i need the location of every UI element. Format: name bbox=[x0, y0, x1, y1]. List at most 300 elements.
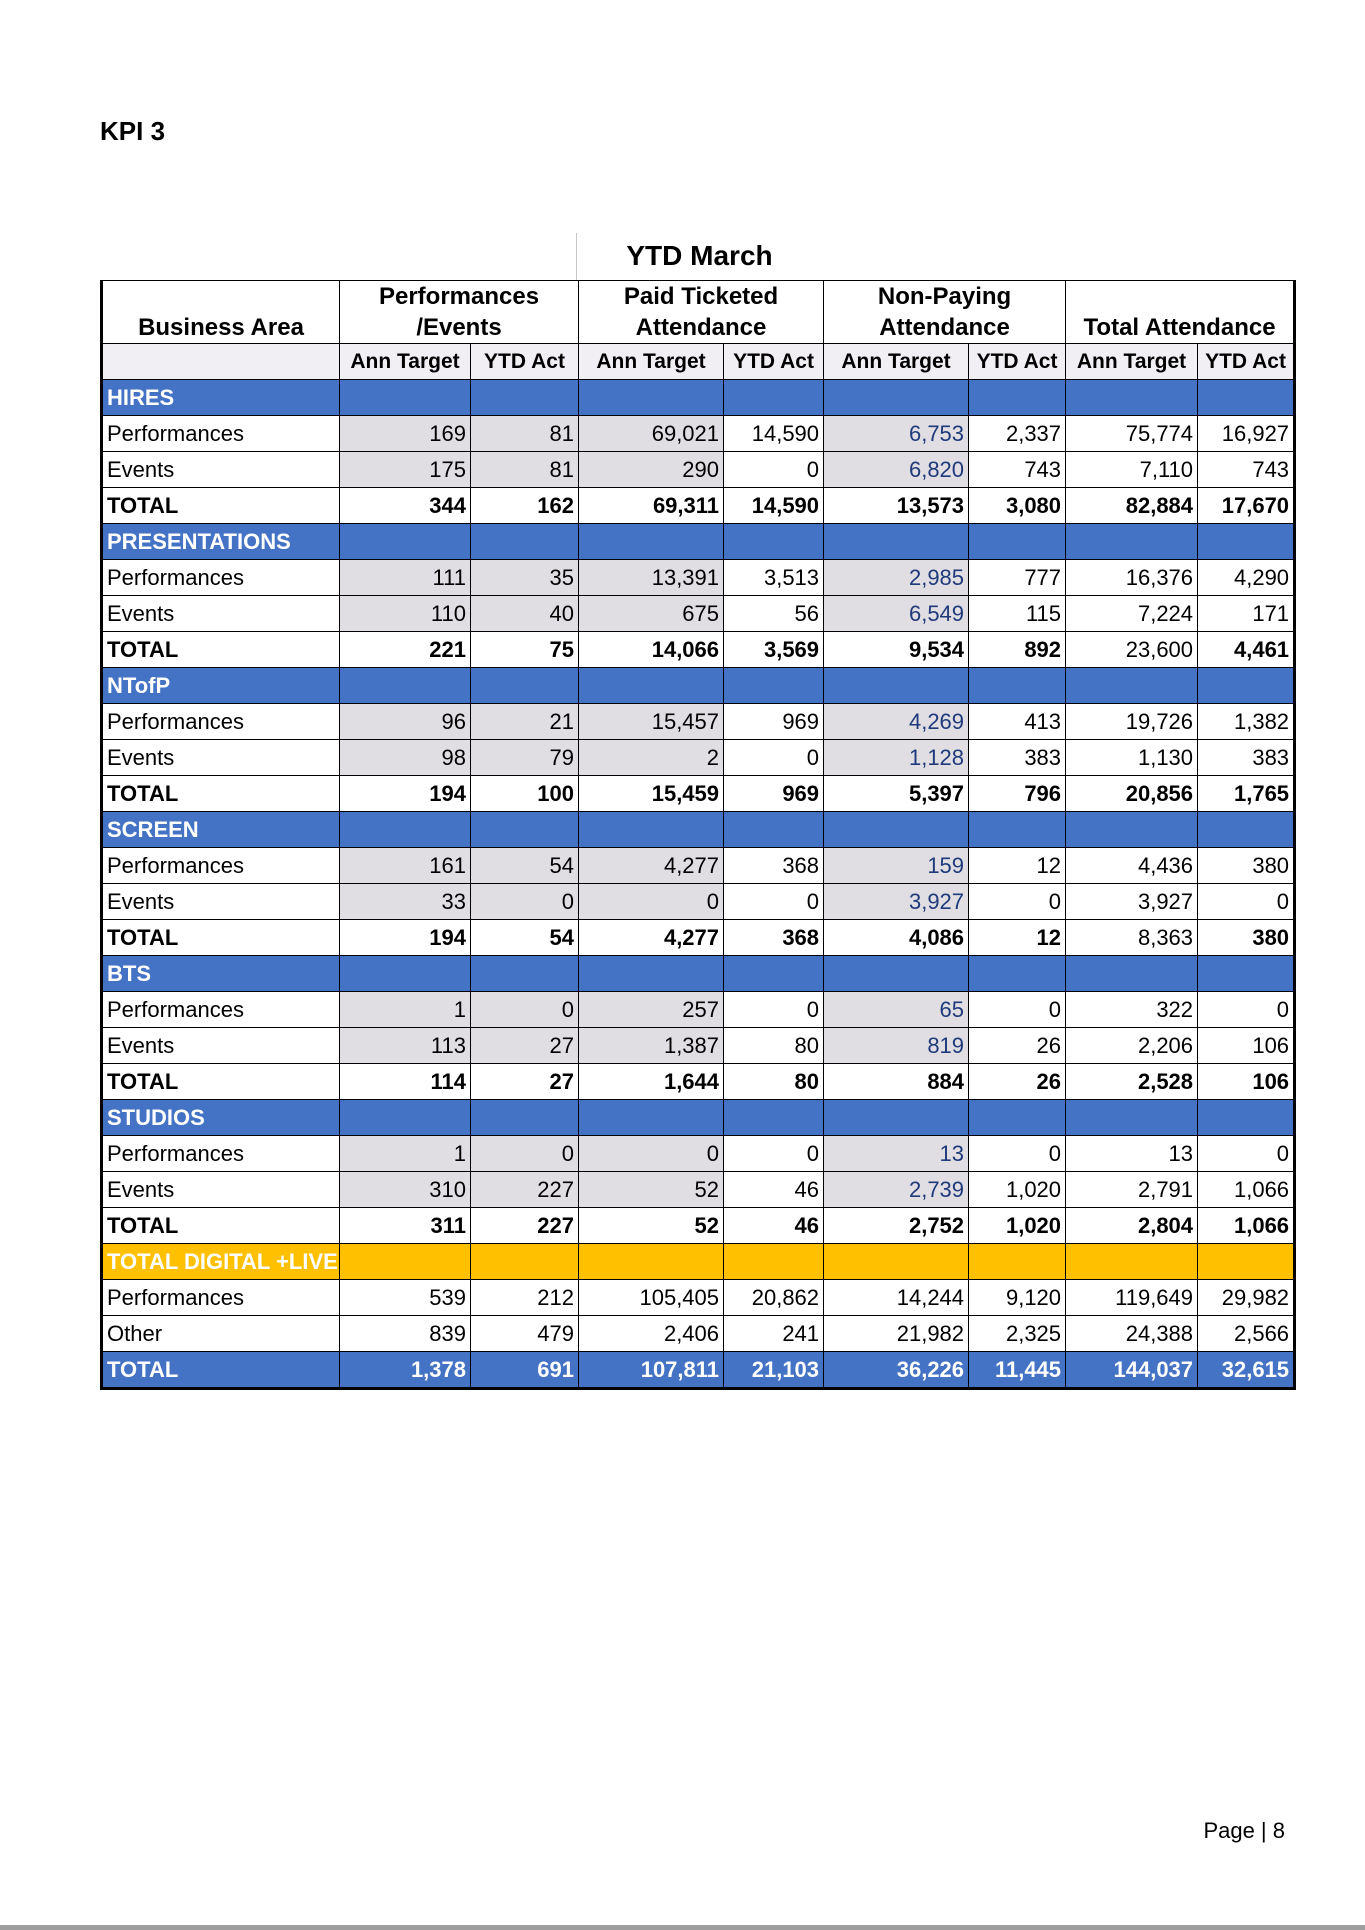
value-cell: 1 bbox=[340, 992, 471, 1028]
period-title: YTD March bbox=[626, 240, 773, 271]
value-cell: 743 bbox=[1198, 452, 1295, 488]
value-cell: 52 bbox=[579, 1172, 724, 1208]
value-cell: 194 bbox=[340, 776, 471, 812]
value-cell: 2 bbox=[579, 740, 724, 776]
value-cell: 539 bbox=[340, 1280, 471, 1316]
value-cell: 1,130 bbox=[1066, 740, 1198, 776]
value-cell: 20,862 bbox=[724, 1280, 824, 1316]
value-cell: 32,615 bbox=[1198, 1352, 1295, 1389]
value-cell: 33 bbox=[340, 884, 471, 920]
value-cell: 8,363 bbox=[1066, 920, 1198, 956]
value-cell: 9,534 bbox=[824, 632, 969, 668]
section-header-row bbox=[102, 524, 1295, 560]
value-cell: 0 bbox=[724, 1136, 824, 1172]
value-cell: 106 bbox=[1198, 1064, 1295, 1100]
header-ann-target: Ann Target bbox=[579, 344, 724, 380]
value-cell: 107,811 bbox=[579, 1352, 724, 1389]
value-cell: 175 bbox=[340, 452, 471, 488]
value-cell: 3,569 bbox=[724, 632, 824, 668]
section-name: STUDIOS bbox=[102, 1100, 340, 1136]
row-label: Events bbox=[102, 1028, 340, 1064]
row-label: TOTAL bbox=[102, 1064, 340, 1100]
value-cell: 2,528 bbox=[1066, 1064, 1198, 1100]
header-group-performances: Performances /Events bbox=[340, 281, 579, 344]
value-cell: 2,206 bbox=[1066, 1028, 1198, 1064]
value-cell: 13,391 bbox=[579, 560, 724, 596]
bottom-bar bbox=[0, 1925, 1365, 1930]
section-filler-cell bbox=[824, 812, 969, 848]
value-cell: 4,436 bbox=[1066, 848, 1198, 884]
section-filler-cell bbox=[824, 956, 969, 992]
section-filler-cell bbox=[969, 524, 1066, 560]
table-row bbox=[102, 1028, 1295, 1064]
row-label: Performances bbox=[102, 1136, 340, 1172]
kpi-table bbox=[100, 280, 1296, 1390]
section-filler-cell bbox=[579, 1244, 724, 1280]
table-row bbox=[102, 632, 1295, 668]
section-filler-cell bbox=[824, 1244, 969, 1280]
section-filler-cell bbox=[724, 380, 824, 416]
section-name: BTS bbox=[102, 956, 340, 992]
table-row bbox=[102, 1172, 1295, 1208]
value-cell: 0 bbox=[579, 884, 724, 920]
header-ann-target: Ann Target bbox=[824, 344, 969, 380]
value-cell: 0 bbox=[1198, 884, 1295, 920]
section-filler-cell bbox=[969, 668, 1066, 704]
value-cell: 0 bbox=[969, 992, 1066, 1028]
section-filler-cell bbox=[1066, 380, 1198, 416]
value-cell: 19,726 bbox=[1066, 704, 1198, 740]
value-cell: 4,277 bbox=[579, 920, 724, 956]
value-cell: 227 bbox=[471, 1172, 579, 1208]
value-cell: 23,600 bbox=[1066, 632, 1198, 668]
value-cell: 36,226 bbox=[824, 1352, 969, 1389]
table-row bbox=[102, 1280, 1295, 1316]
value-cell: 0 bbox=[724, 884, 824, 920]
value-cell: 1,066 bbox=[1198, 1172, 1295, 1208]
value-cell: 27 bbox=[471, 1028, 579, 1064]
value-cell: 82,884 bbox=[1066, 488, 1198, 524]
value-cell: 81 bbox=[471, 452, 579, 488]
section-filler-cell bbox=[1198, 380, 1295, 416]
value-cell: 6,753 bbox=[824, 416, 969, 452]
value-cell: 0 bbox=[724, 452, 824, 488]
value-cell: 892 bbox=[969, 632, 1066, 668]
value-cell: 1,765 bbox=[1198, 776, 1295, 812]
value-cell: 0 bbox=[724, 992, 824, 1028]
table-row bbox=[102, 596, 1295, 632]
value-cell: 3,927 bbox=[1066, 884, 1198, 920]
value-cell: 14,066 bbox=[579, 632, 724, 668]
value-cell: 2,337 bbox=[969, 416, 1066, 452]
value-cell: 17,670 bbox=[1198, 488, 1295, 524]
value-cell: 0 bbox=[471, 884, 579, 920]
section-filler-cell bbox=[824, 1100, 969, 1136]
value-cell: 691 bbox=[471, 1352, 579, 1389]
section-filler-cell bbox=[1066, 668, 1198, 704]
value-cell: 0 bbox=[724, 740, 824, 776]
table-row bbox=[102, 1208, 1295, 1244]
value-cell: 100 bbox=[471, 776, 579, 812]
section-filler-cell bbox=[1066, 524, 1198, 560]
value-cell: 98 bbox=[340, 740, 471, 776]
value-cell: 0 bbox=[969, 884, 1066, 920]
table-row bbox=[102, 416, 1295, 452]
row-label: Performances bbox=[102, 560, 340, 596]
row-label: Performances bbox=[102, 1280, 340, 1316]
section-filler-cell bbox=[969, 1244, 1066, 1280]
value-cell: 1,644 bbox=[579, 1064, 724, 1100]
value-cell: 40 bbox=[471, 596, 579, 632]
value-cell: 344 bbox=[340, 488, 471, 524]
section-filler-cell bbox=[471, 524, 579, 560]
value-cell: 2,406 bbox=[579, 1316, 724, 1352]
table-row bbox=[102, 1352, 1295, 1389]
section-filler-cell bbox=[1198, 1100, 1295, 1136]
page-number: Page | 8 bbox=[1203, 1818, 1285, 1843]
value-cell: 13 bbox=[1066, 1136, 1198, 1172]
value-cell: 227 bbox=[471, 1208, 579, 1244]
value-cell: 221 bbox=[340, 632, 471, 668]
value-cell: 2,791 bbox=[1066, 1172, 1198, 1208]
row-label: TOTAL bbox=[102, 632, 340, 668]
header-group-paid: Paid Ticketed Attendance bbox=[579, 281, 824, 344]
section-filler-cell bbox=[969, 812, 1066, 848]
table-row bbox=[102, 704, 1295, 740]
row-label: Events bbox=[102, 1172, 340, 1208]
section-filler-cell bbox=[1198, 668, 1295, 704]
value-cell: 969 bbox=[724, 704, 824, 740]
table-row bbox=[102, 1064, 1295, 1100]
value-cell: 383 bbox=[969, 740, 1066, 776]
value-cell: 969 bbox=[724, 776, 824, 812]
section-filler-cell bbox=[969, 956, 1066, 992]
value-cell: 46 bbox=[724, 1208, 824, 1244]
table-row bbox=[102, 848, 1295, 884]
header-ytd-act: YTD Act bbox=[724, 344, 824, 380]
section-header-row bbox=[102, 956, 1295, 992]
value-cell: 16,927 bbox=[1198, 416, 1295, 452]
value-cell: 144,037 bbox=[1066, 1352, 1198, 1389]
row-label: Events bbox=[102, 596, 340, 632]
row-label: Events bbox=[102, 452, 340, 488]
value-cell: 2,325 bbox=[969, 1316, 1066, 1352]
value-cell: 46 bbox=[724, 1172, 824, 1208]
section-filler-cell bbox=[340, 1244, 471, 1280]
value-cell: 0 bbox=[579, 1136, 724, 1172]
value-cell: 1,128 bbox=[824, 740, 969, 776]
header-group-row bbox=[102, 281, 1295, 344]
value-cell: 380 bbox=[1198, 848, 1295, 884]
table-row bbox=[102, 776, 1295, 812]
value-cell: 1,020 bbox=[969, 1172, 1066, 1208]
value-cell: 743 bbox=[969, 452, 1066, 488]
row-label: TOTAL bbox=[102, 488, 340, 524]
section-filler-cell bbox=[471, 668, 579, 704]
header-group-nonpaying: Non-Paying Attendance bbox=[824, 281, 1066, 344]
header-group-total: Total Attendance bbox=[1066, 281, 1295, 344]
value-cell: 119,649 bbox=[1066, 1280, 1198, 1316]
section-filler-cell bbox=[1198, 956, 1295, 992]
value-cell: 5,397 bbox=[824, 776, 969, 812]
section-filler-cell bbox=[579, 1100, 724, 1136]
value-cell: 75 bbox=[471, 632, 579, 668]
value-cell: 69,021 bbox=[579, 416, 724, 452]
section-filler-cell bbox=[969, 380, 1066, 416]
section-filler-cell bbox=[340, 524, 471, 560]
value-cell: 54 bbox=[471, 920, 579, 956]
section-filler-cell bbox=[340, 380, 471, 416]
section-filler-cell bbox=[824, 524, 969, 560]
value-cell: 20,856 bbox=[1066, 776, 1198, 812]
table-row bbox=[102, 452, 1295, 488]
value-cell: 111 bbox=[340, 560, 471, 596]
value-cell: 884 bbox=[824, 1064, 969, 1100]
table-row bbox=[102, 920, 1295, 956]
value-cell: 819 bbox=[824, 1028, 969, 1064]
header-ytd-act: YTD Act bbox=[1198, 344, 1295, 380]
value-cell: 171 bbox=[1198, 596, 1295, 632]
section-filler-cell bbox=[724, 524, 824, 560]
value-cell: 413 bbox=[969, 704, 1066, 740]
section-filler-cell bbox=[969, 1100, 1066, 1136]
value-cell: 13 bbox=[824, 1136, 969, 1172]
header-business-area: Business Area bbox=[102, 281, 340, 344]
value-cell: 0 bbox=[1198, 1136, 1295, 1172]
header-sub-blank bbox=[102, 344, 340, 380]
value-cell: 35 bbox=[471, 560, 579, 596]
value-cell: 13,573 bbox=[824, 488, 969, 524]
value-cell: 2,566 bbox=[1198, 1316, 1295, 1352]
value-cell: 777 bbox=[969, 560, 1066, 596]
row-label: TOTAL bbox=[102, 1352, 340, 1389]
row-label: Other bbox=[102, 1316, 340, 1352]
value-cell: 56 bbox=[724, 596, 824, 632]
section-header-row bbox=[102, 1244, 1295, 1280]
value-cell: 1,382 bbox=[1198, 704, 1295, 740]
value-cell: 1 bbox=[340, 1136, 471, 1172]
section-filler-cell bbox=[471, 1244, 579, 1280]
value-cell: 4,461 bbox=[1198, 632, 1295, 668]
value-cell: 105,405 bbox=[579, 1280, 724, 1316]
value-cell: 65 bbox=[824, 992, 969, 1028]
value-cell: 1,020 bbox=[969, 1208, 1066, 1244]
section-name: SCREEN bbox=[102, 812, 340, 848]
value-cell: 12 bbox=[969, 920, 1066, 956]
table-row bbox=[102, 992, 1295, 1028]
value-cell: 257 bbox=[579, 992, 724, 1028]
section-filler-cell bbox=[579, 524, 724, 560]
value-cell: 14,590 bbox=[724, 488, 824, 524]
kpi-table-body bbox=[102, 281, 1295, 1389]
section-filler-cell bbox=[340, 956, 471, 992]
section-name: NTofP bbox=[102, 668, 340, 704]
header-ytd-act: YTD Act bbox=[471, 344, 579, 380]
value-cell: 2,804 bbox=[1066, 1208, 1198, 1244]
row-label: TOTAL bbox=[102, 920, 340, 956]
value-cell: 2,752 bbox=[824, 1208, 969, 1244]
value-cell: 15,457 bbox=[579, 704, 724, 740]
section-filler-cell bbox=[1198, 524, 1295, 560]
section-filler-cell bbox=[1198, 812, 1295, 848]
section-header-row bbox=[102, 668, 1295, 704]
value-cell: 26 bbox=[969, 1028, 1066, 1064]
value-cell: 113 bbox=[340, 1028, 471, 1064]
value-cell: 21,982 bbox=[824, 1316, 969, 1352]
section-name: PRESENTATIONS bbox=[102, 524, 340, 560]
value-cell: 4,290 bbox=[1198, 560, 1295, 596]
section-filler-cell bbox=[340, 812, 471, 848]
value-cell: 2,739 bbox=[824, 1172, 969, 1208]
section-filler-cell bbox=[724, 668, 824, 704]
value-cell: 1,387 bbox=[579, 1028, 724, 1064]
value-cell: 380 bbox=[1198, 920, 1295, 956]
value-cell: 79 bbox=[471, 740, 579, 776]
section-filler-cell bbox=[471, 812, 579, 848]
value-cell: 12 bbox=[969, 848, 1066, 884]
value-cell: 161 bbox=[340, 848, 471, 884]
value-cell: 0 bbox=[969, 1136, 1066, 1172]
value-cell: 6,549 bbox=[824, 596, 969, 632]
value-cell: 1,378 bbox=[340, 1352, 471, 1389]
row-label: Performances bbox=[102, 992, 340, 1028]
value-cell: 212 bbox=[471, 1280, 579, 1316]
section-filler-cell bbox=[579, 812, 724, 848]
section-filler-cell bbox=[724, 956, 824, 992]
header-sub-row bbox=[102, 344, 1295, 380]
value-cell: 27 bbox=[471, 1064, 579, 1100]
value-cell: 290 bbox=[579, 452, 724, 488]
row-label: Events bbox=[102, 884, 340, 920]
value-cell: 322 bbox=[1066, 992, 1198, 1028]
value-cell: 54 bbox=[471, 848, 579, 884]
value-cell: 7,110 bbox=[1066, 452, 1198, 488]
value-cell: 3,513 bbox=[724, 560, 824, 596]
row-label: Events bbox=[102, 740, 340, 776]
value-cell: 14,244 bbox=[824, 1280, 969, 1316]
value-cell: 7,224 bbox=[1066, 596, 1198, 632]
section-name: HIRES bbox=[102, 380, 340, 416]
table-row bbox=[102, 488, 1295, 524]
value-cell: 241 bbox=[724, 1316, 824, 1352]
value-cell: 21 bbox=[471, 704, 579, 740]
header-ann-target: Ann Target bbox=[340, 344, 471, 380]
section-filler-cell bbox=[1066, 956, 1198, 992]
value-cell: 52 bbox=[579, 1208, 724, 1244]
value-cell: 9,120 bbox=[969, 1280, 1066, 1316]
value-cell: 0 bbox=[471, 992, 579, 1028]
section-filler-cell bbox=[471, 1100, 579, 1136]
section-filler-cell bbox=[824, 668, 969, 704]
value-cell: 15,459 bbox=[579, 776, 724, 812]
page-heading: KPI 3 bbox=[100, 116, 166, 146]
value-cell: 796 bbox=[969, 776, 1066, 812]
value-cell: 14,590 bbox=[724, 416, 824, 452]
value-cell: 383 bbox=[1198, 740, 1295, 776]
value-cell: 310 bbox=[340, 1172, 471, 1208]
section-filler-cell bbox=[724, 1100, 824, 1136]
table-row bbox=[102, 1136, 1295, 1172]
value-cell: 675 bbox=[579, 596, 724, 632]
value-cell: 368 bbox=[724, 848, 824, 884]
section-filler-cell bbox=[579, 668, 724, 704]
section-filler-cell bbox=[1198, 1244, 1295, 1280]
section-filler-cell bbox=[471, 380, 579, 416]
value-cell: 3,080 bbox=[969, 488, 1066, 524]
value-cell: 3,927 bbox=[824, 884, 969, 920]
table-row bbox=[102, 740, 1295, 776]
section-header-row bbox=[102, 812, 1295, 848]
value-cell: 479 bbox=[471, 1316, 579, 1352]
value-cell: 11,445 bbox=[969, 1352, 1066, 1389]
row-label: Performances bbox=[102, 416, 340, 452]
value-cell: 80 bbox=[724, 1064, 824, 1100]
header-ytd-act: YTD Act bbox=[969, 344, 1066, 380]
table-row bbox=[102, 560, 1295, 596]
value-cell: 80 bbox=[724, 1028, 824, 1064]
section-filler-cell bbox=[471, 956, 579, 992]
section-filler-cell bbox=[579, 380, 724, 416]
table-row bbox=[102, 884, 1295, 920]
value-cell: 75,774 bbox=[1066, 416, 1198, 452]
value-cell: 21,103 bbox=[724, 1352, 824, 1389]
value-cell: 159 bbox=[824, 848, 969, 884]
row-label: Performances bbox=[102, 848, 340, 884]
value-cell: 194 bbox=[340, 920, 471, 956]
section-filler-cell bbox=[1066, 1244, 1198, 1280]
value-cell: 2,985 bbox=[824, 560, 969, 596]
value-cell: 169 bbox=[340, 416, 471, 452]
section-filler-cell bbox=[724, 812, 824, 848]
value-cell: 115 bbox=[969, 596, 1066, 632]
section-filler-cell bbox=[340, 1100, 471, 1136]
table-row bbox=[102, 1316, 1295, 1352]
value-cell: 26 bbox=[969, 1064, 1066, 1100]
value-cell: 24,388 bbox=[1066, 1316, 1198, 1352]
value-cell: 106 bbox=[1198, 1028, 1295, 1064]
value-cell: 0 bbox=[1198, 992, 1295, 1028]
value-cell: 69,311 bbox=[579, 488, 724, 524]
section-header-row bbox=[102, 380, 1295, 416]
section-filler-cell bbox=[579, 956, 724, 992]
header-ann-target: Ann Target bbox=[1066, 344, 1198, 380]
value-cell: 311 bbox=[340, 1208, 471, 1244]
value-cell: 368 bbox=[724, 920, 824, 956]
row-label: TOTAL bbox=[102, 1208, 340, 1244]
section-name: TOTAL DIGITAL +LIVE bbox=[102, 1244, 340, 1280]
value-cell: 162 bbox=[471, 488, 579, 524]
value-cell: 0 bbox=[471, 1136, 579, 1172]
value-cell: 4,269 bbox=[824, 704, 969, 740]
value-cell: 81 bbox=[471, 416, 579, 452]
value-cell: 114 bbox=[340, 1064, 471, 1100]
value-cell: 4,277 bbox=[579, 848, 724, 884]
row-label: TOTAL bbox=[102, 776, 340, 812]
section-filler-cell bbox=[340, 668, 471, 704]
value-cell: 6,820 bbox=[824, 452, 969, 488]
value-cell: 1,066 bbox=[1198, 1208, 1295, 1244]
section-filler-cell bbox=[1066, 1100, 1198, 1136]
row-label: Performances bbox=[102, 704, 340, 740]
value-cell: 96 bbox=[340, 704, 471, 740]
section-header-row bbox=[102, 1100, 1295, 1136]
section-filler-cell bbox=[724, 1244, 824, 1280]
section-filler-cell bbox=[1066, 812, 1198, 848]
value-cell: 839 bbox=[340, 1316, 471, 1352]
value-cell: 16,376 bbox=[1066, 560, 1198, 596]
value-cell: 110 bbox=[340, 596, 471, 632]
value-cell: 4,086 bbox=[824, 920, 969, 956]
